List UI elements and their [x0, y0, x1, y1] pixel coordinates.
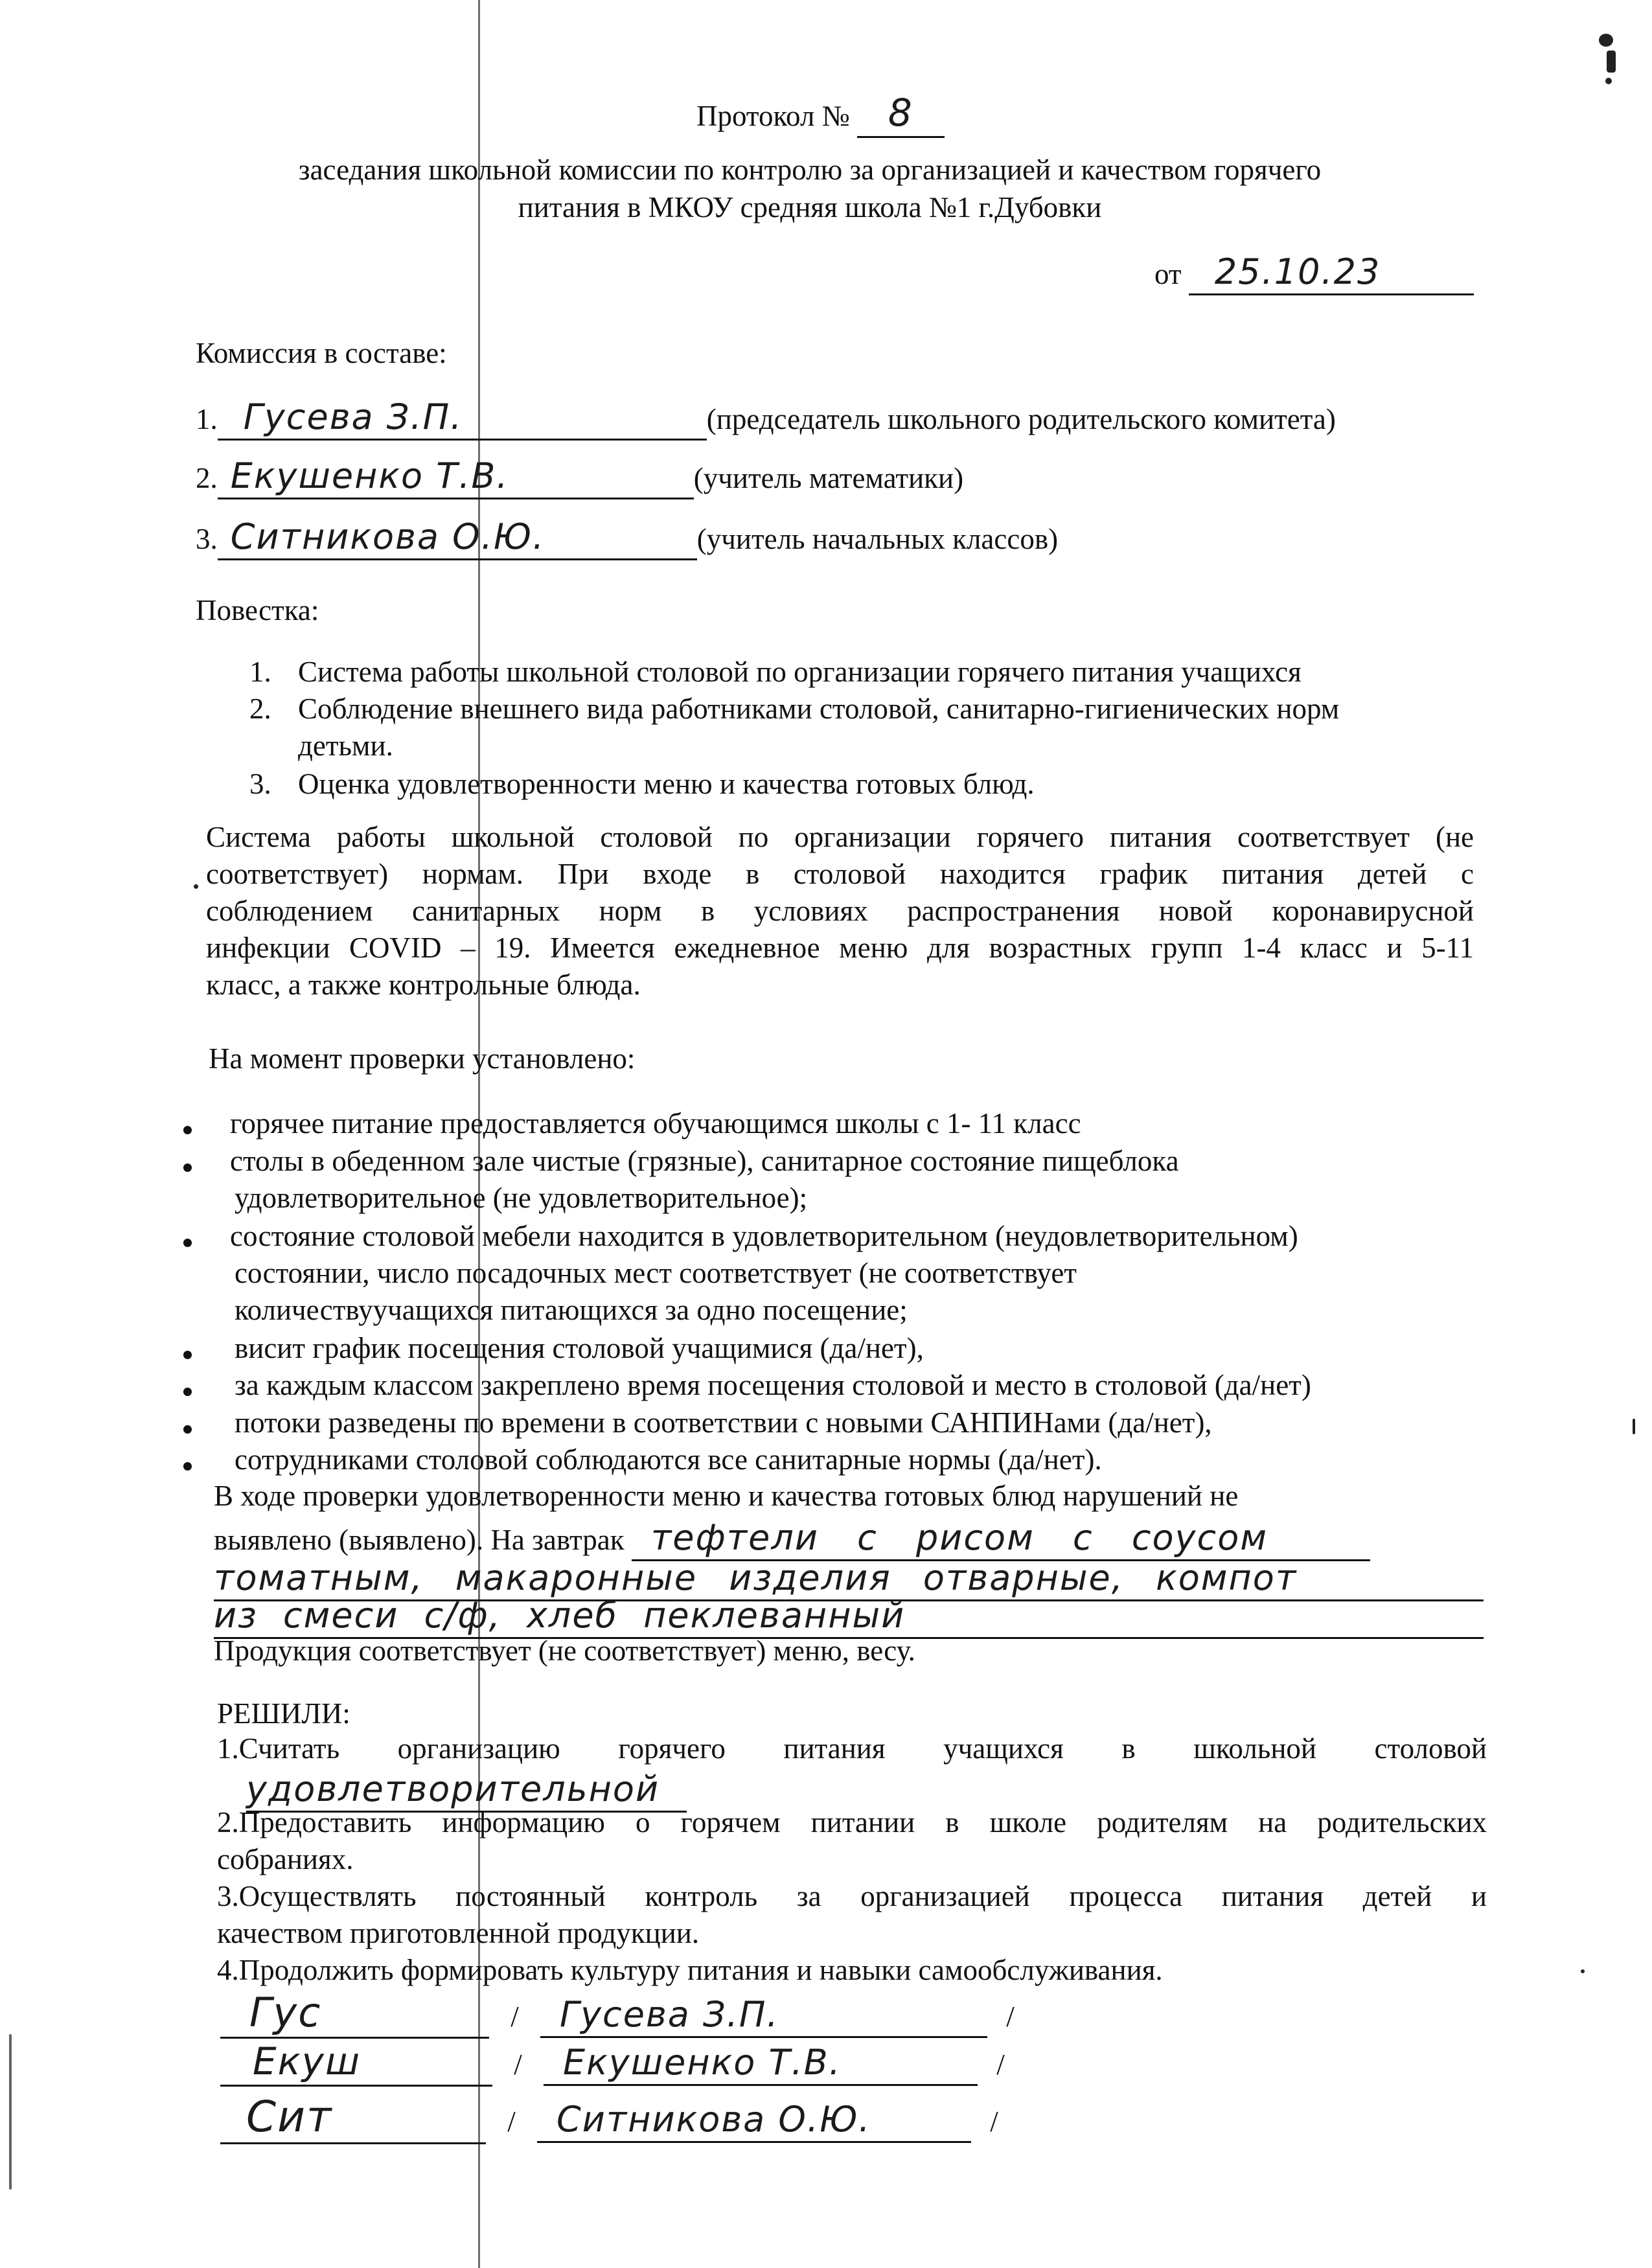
separator: /: [514, 2048, 522, 2081]
member-name: Гусева З.П.: [218, 396, 707, 441]
breakfast-line-3: из смеси с/ф, хлеб пеклеванный: [214, 1595, 1484, 1639]
check-bullet-4: висит график посещения столовой учащимися (да/нет),: [235, 1332, 924, 1364]
signature-row: [220, 1989, 1015, 2039]
check-bullet-1: горячее питание предоставляется обучающимся школы с 1- 11 класс: [230, 1107, 1081, 1140]
member-name: Ситникова О.Ю.: [218, 516, 697, 560]
decision-3: 3.Осуществлять постоянный контроль за организацией процесса питания детей и: [217, 1880, 1487, 1912]
separator: /: [990, 2105, 998, 2138]
decision-1: 1.Считать организацию горячего питания учащихся в школьной столовой: [217, 1732, 1487, 1765]
bullet-dot: [183, 1351, 192, 1359]
breakfast-block: [214, 1595, 1484, 1639]
check-bullet-6: потоки разведены по времени в соответствии с новыми САНПИНами (да/нет),: [235, 1406, 1212, 1439]
bullet-dot: [183, 1425, 192, 1434]
scan-speck: [1607, 51, 1616, 73]
menu-line-1: В ходе проверки удовлетворенности меню и качества готовых блюд нарушений не: [214, 1480, 1239, 1512]
separator: /: [507, 2105, 516, 2138]
signature-row: [220, 2091, 998, 2144]
signature-mark: Гус: [220, 1989, 489, 2039]
bullet-dot: [183, 1126, 192, 1134]
check-bullet-7: сотрудниками столовой соблюдаются все санитарные нормы (да/нет).: [235, 1443, 1102, 1476]
agenda-item-3: 3. Оценка удовлетворенности меню и качества готовых блюд.: [249, 768, 1035, 800]
check-bullet-2-cont: удовлетворительное (не удовлетворительное);: [235, 1182, 808, 1214]
decision-2-cont: собраниях.: [217, 1843, 354, 1875]
commission-heading: Комиссия в составе:: [196, 337, 447, 369]
menu-line-2: выявлено (выявлено). На завтрак тефтели с рисом с соусом: [214, 1517, 1370, 1561]
menu-conclusion: Продукция соответствует (не соответствует) меню, весу.: [214, 1634, 915, 1667]
check-bullet-5: за каждым классом закреплено время посещения столовой и место в столовой (да/нет): [235, 1369, 1311, 1401]
member-3: 3. Ситникова О.Ю. (учитель начальных классов): [196, 516, 1058, 560]
member-2: 2. Екушенко Т.В. (учитель математики): [196, 455, 963, 499]
bullet-dot: [183, 1163, 192, 1172]
scan-speck: [1581, 1969, 1585, 1973]
scan-speck: [1599, 34, 1613, 47]
protocol-subtitle-2: питания в МКОУ средняя школа №1 г.Дубовки: [518, 191, 1102, 223]
member-name: Екушенко Т.В.: [218, 455, 694, 499]
check-heading: На момент проверки установлено:: [209, 1042, 636, 1075]
signature-row: [220, 2039, 1005, 2087]
paragraph-line: Система работы школьной столовой по организации горячего питания соответствует (не: [206, 821, 1474, 853]
separator: /: [511, 2000, 519, 2033]
protocol-number: 8: [857, 91, 945, 138]
agenda-heading: Повестка:: [196, 594, 319, 626]
paragraph-line: класс, а также контрольные блюда.: [206, 968, 641, 1001]
paragraph-line: соответствует) нормам. При входе в столовой находится график питания детей с: [206, 858, 1474, 890]
decision-3-cont: качеством приготовленной продукции.: [217, 1917, 700, 1949]
signature-mark: Екуш: [220, 2039, 492, 2087]
breakfast-line-2: томатным, макаронные изделия отварные, компот: [214, 1557, 1484, 1601]
scan-edge: [9, 2034, 12, 2190]
bullet-dot: [183, 1462, 192, 1471]
protocol-subtitle-1: заседания школьной комиссии по контролю за организацией и качеством горячего: [298, 154, 1322, 186]
member-1: 1. Гусева З.П. (председатель школьного родительского комитета): [196, 396, 1336, 441]
agenda-item-2: 2. Соблюдение внешнего вида работниками столовой, санитарно-гигиенических норм: [249, 693, 1340, 725]
signature-name: Ситникова О.Ю.: [537, 2099, 971, 2143]
decision-4: 4.Продолжить формировать культуру питания и навыки самообслуживания.: [217, 1954, 1163, 1986]
decision-2: 2.Предоставить информацию о горячем питании в школе родителям на родительских: [217, 1806, 1487, 1838]
separator: /: [1006, 2000, 1015, 2033]
decision-1-value: удовлетворительной: [246, 1769, 687, 1813]
separator: /: [996, 2048, 1005, 2081]
signature-mark: Сит: [220, 2091, 486, 2144]
scan-speck: [194, 884, 198, 889]
signature-name: Гусева З.П.: [540, 1994, 987, 2038]
paragraph-line: соблюдением санитарных норм в условиях распространения новой коронавирусной: [206, 895, 1474, 927]
bullet-dot: [183, 1388, 192, 1396]
paragraph-line: инфекции COVID – 19. Имеется ежедневное меню для возрастных групп 1-4 класс и 5-11: [206, 932, 1474, 964]
signature-name: Екушенко Т.В.: [544, 2042, 978, 2086]
agenda-item-1: 1. Система работы школьной столовой по организации горячего питания учащихся: [249, 656, 1302, 688]
check-bullet-3: состояние столовой мебели находится в удовлетворительном (неудовлетворительном): [230, 1220, 1298, 1252]
decisions-heading: РЕШИЛИ:: [217, 1697, 350, 1730]
check-bullet-2: столы в обеденном зале чистые (грязные), санитарное состояние пищеблока: [230, 1145, 1179, 1177]
check-bullet-3-cont: состоянии, число посадочных мест соответствует (не соответствует: [235, 1257, 1077, 1289]
scan-speck: [1605, 78, 1612, 84]
check-bullet-3-cont: количествуучащихся питающихся за одно посещение;: [235, 1294, 908, 1326]
protocol-date: от 25.10.23: [1154, 251, 1474, 295]
bullet-dot: [183, 1239, 192, 1247]
agenda-item-2-cont: детьми.: [298, 729, 393, 762]
scan-speck: [1633, 1419, 1635, 1434]
date-value: 25.10.23: [1189, 251, 1474, 295]
protocol-title: Протокол № 8: [696, 91, 945, 138]
breakfast-line-1: тефтели с рисом с соусом: [632, 1517, 1370, 1561]
